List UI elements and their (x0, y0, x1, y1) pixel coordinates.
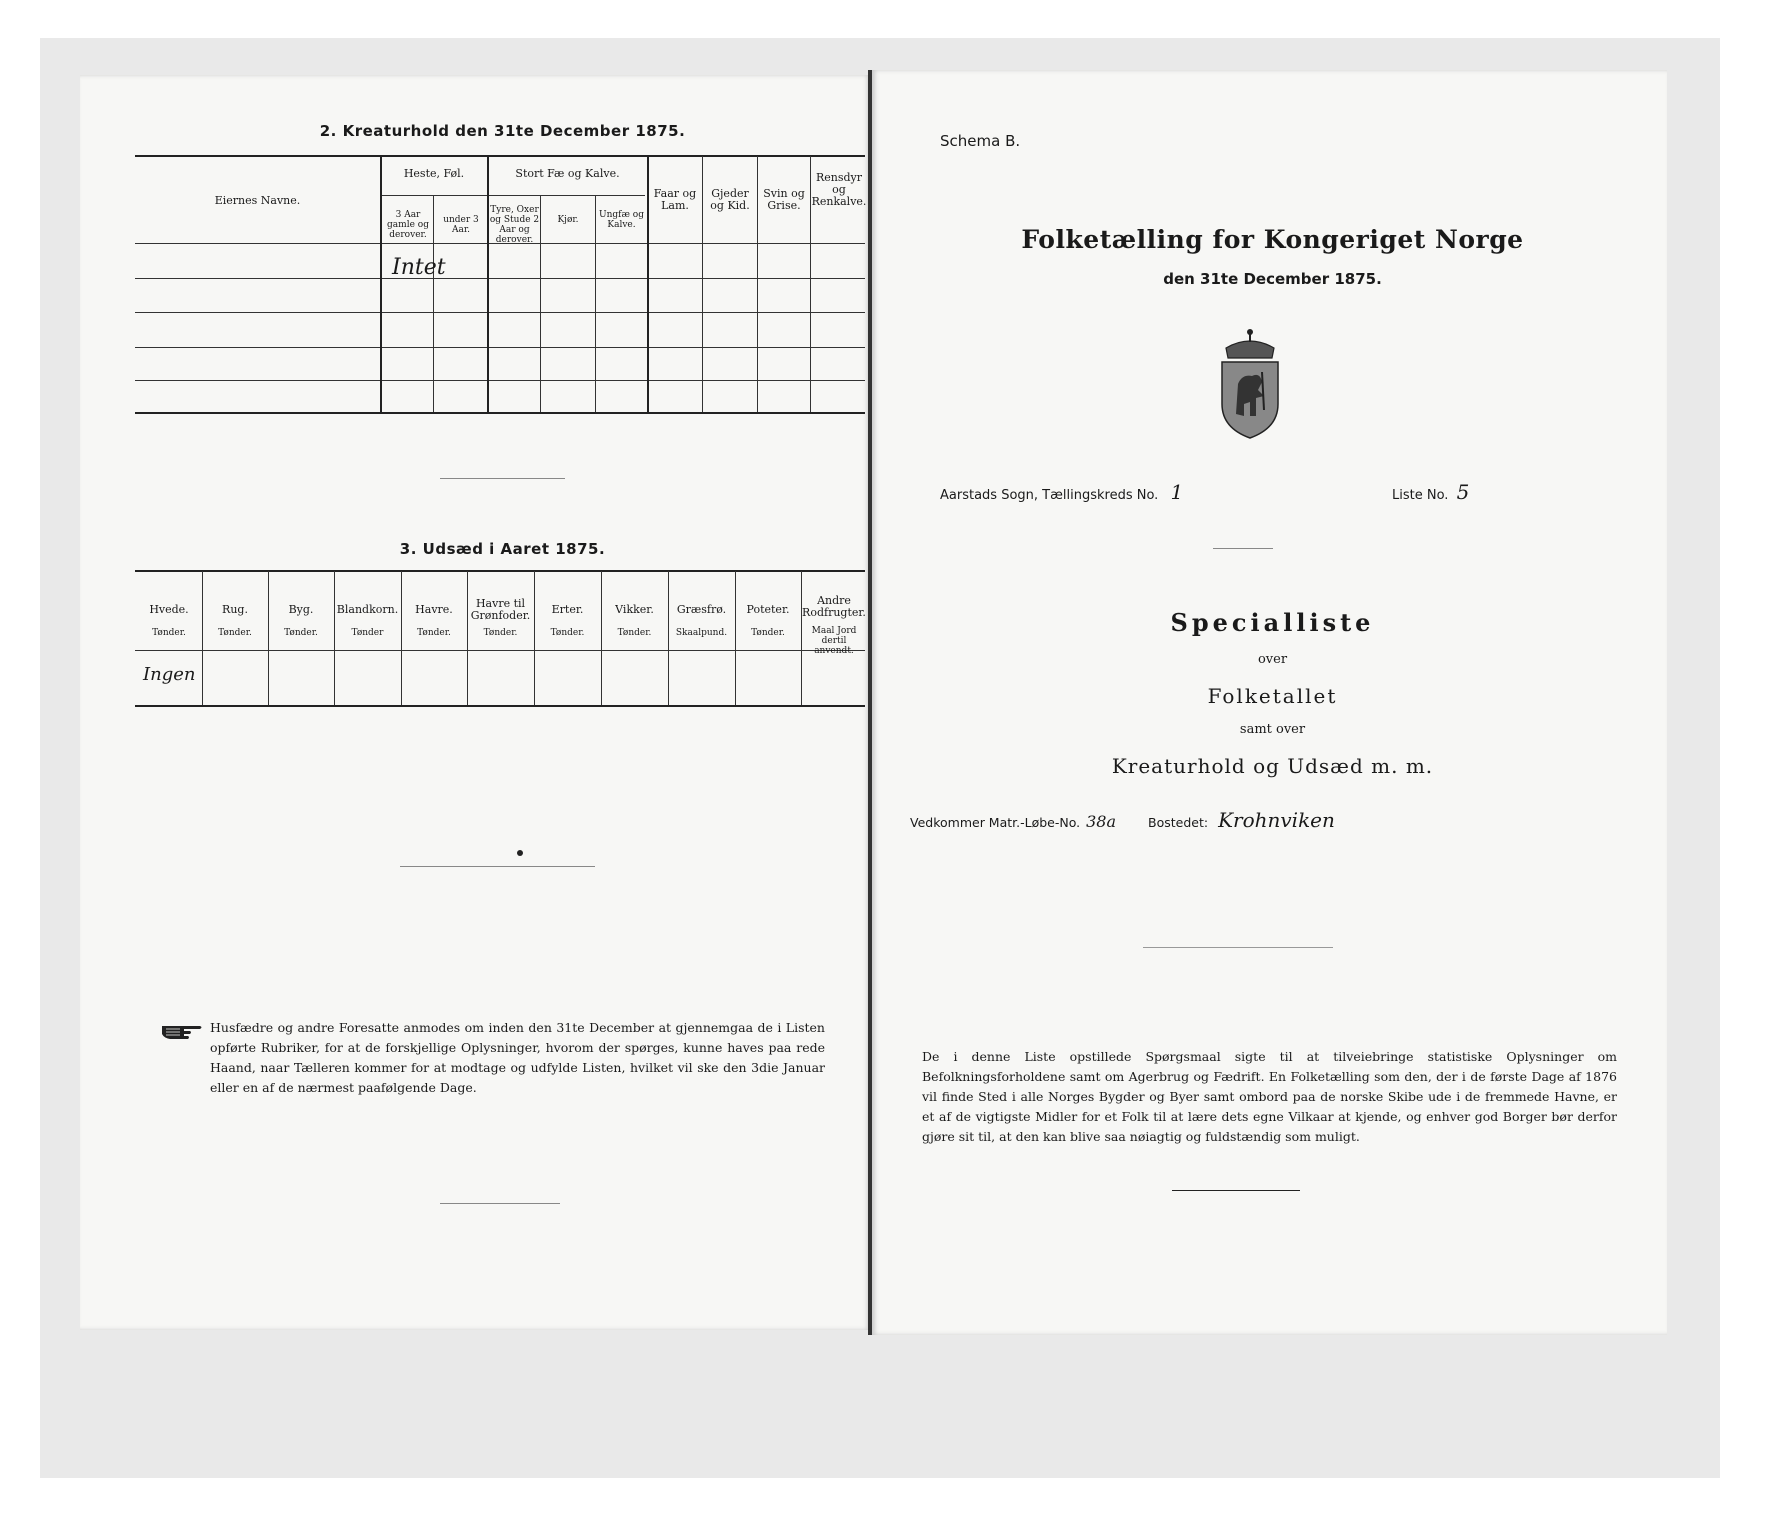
table3-col-5 (467, 571, 468, 705)
divider-4 (1213, 548, 1273, 549)
table2-row-rule-1 (135, 278, 865, 279)
header-reindeer: Rensdyr og Renkalve. (811, 171, 867, 208)
col-erter: Erter. (551, 603, 584, 616)
col-rug: Rug. (222, 603, 248, 616)
bosted-value: Krohnviken (1218, 808, 1335, 832)
col-hvede-unit: Tønder. (152, 628, 186, 638)
coat-of-arms-icon (1212, 324, 1288, 442)
col-poteter: Poteter. (746, 603, 790, 616)
matr-line (910, 808, 1335, 832)
table3-header-rule (135, 650, 865, 651)
col-erter-unit: Tønder. (550, 628, 585, 638)
table2-col-1 (380, 156, 382, 412)
col-hvede: Hvede. (149, 603, 189, 616)
table3-col-8 (668, 571, 669, 705)
table2-col-5 (595, 196, 596, 412)
folketallet-text: Folketallet (1207, 684, 1338, 708)
col-havre: Havre. (415, 603, 453, 616)
header-cattle-bulls: Tyre, Oxer og Stude 2 Aar og derover. (489, 205, 540, 245)
col-byg-unit: Tønder. (284, 628, 318, 638)
pointing-hand-icon (160, 1020, 204, 1042)
table3-bottom-rule (135, 705, 865, 707)
divider-1 (440, 478, 565, 479)
table2-subheader-rule (380, 195, 645, 196)
table3-col-7 (601, 571, 602, 705)
liste-label: Liste No. (1392, 488, 1449, 503)
handwritten-ingen: Ingen (143, 664, 196, 685)
header-cattle-cows: Kjør. (557, 215, 579, 225)
section3-title: 3. Udsæd i Aaret 1875. (399, 540, 606, 558)
census-explanation: De i denne Liste opstillede Spørgsmaal sigte til at tilveiebringe statistiske Oplysninger om Befolkningsforholdene samt om Agerbrug og Fædrift. En Folketælling som den, der i de første Dage af 1876 vil finde Sted i alle Norges Bygder og Byer samt ombord paa de norske Skibe ude i de fremmede Havne, er et af de vigtigste Midler for et Folk til at lære dets egne Vilkaar at kjende, og enhver god Borger bør derfor gjøre sit til, at den kan blive saa nøiagtig og fuldstændig som muligt. (922, 1049, 1617, 1144)
col-rug-unit: Tønder. (218, 628, 252, 638)
col-andre-rodfrugter-unit: Maal Jord dertil anvendt. (811, 626, 857, 656)
col-andre-rodfrugter: Andre Rodfrugter. (802, 594, 866, 619)
matr-value: 38a (1086, 812, 1117, 831)
table2-row-rule-3 (135, 347, 865, 348)
header-owner: Eiernes Navne. (214, 194, 301, 207)
kreaturhold-text: Kreaturhold og Udsæd m. m. (1111, 754, 1434, 778)
table3-col-2 (268, 571, 269, 705)
section2-title: 2. Kreaturhold den 31te December 1875. (319, 122, 686, 140)
handwritten-intet: Intet (392, 255, 446, 280)
liste-line (1392, 480, 1469, 504)
col-byg: Byg. (288, 603, 314, 616)
table3-top-rule (135, 570, 865, 572)
col-havre-gronfoder-unit: Tønder. (483, 628, 518, 638)
header-horses: Heste, Føl. (403, 167, 465, 180)
bosted-label: Bostedet: (1148, 815, 1209, 830)
divider-6 (1172, 1190, 1300, 1191)
table2-col-8 (757, 156, 758, 412)
table2-col-7 (702, 156, 703, 412)
table2-col-3 (487, 156, 489, 412)
header-cattle: Stort Fæ og Kalve. (515, 167, 620, 180)
sogn-label: Aarstads Sogn, (940, 488, 1039, 503)
col-vikker: Vikker. (615, 603, 654, 616)
col-graesfro-unit: Skaalpund. (675, 628, 728, 638)
table3-col-6 (534, 571, 535, 705)
header-pigs: Svin og Grise. (763, 187, 805, 212)
divider-3 (440, 1203, 560, 1204)
col-poteter-unit: Tønder. (751, 628, 785, 638)
table2-col-4 (540, 196, 541, 412)
col-blandkorn-unit: Tønder (351, 628, 384, 638)
divider-2 (400, 866, 595, 867)
left-page (80, 75, 870, 1330)
specialliste-title: Specialliste (1170, 608, 1375, 637)
liste-value: 5 (1456, 480, 1470, 504)
divider-5 (1143, 947, 1333, 948)
col-havre-gronfoder: Havre til Grønfoder. (470, 597, 531, 622)
samt-over-text: samt over (1239, 722, 1306, 737)
col-havre-unit: Tønder. (417, 628, 451, 638)
instruction-note: Husfædre og andre Foresatte anmodes om inden den 31te December at gjennemgaa de i Listen opførte Rubriker, for at de forskjellige Oplysninger, hvorom der spørges, kunne haves paa rede Haand, naar Tælleren kommer for at modtage og udfylde Listen, hvilket vil ske den 3die Januar eller en af de nærmest paafølgende Dage. (210, 1020, 825, 1095)
header-cattle-young: Ungfæ og Kalve. (599, 210, 644, 230)
table3-col-4 (401, 571, 402, 705)
header-horses-young: under 3 Aar. (443, 215, 479, 235)
kreds-label: Tællingskreds No. (1042, 488, 1159, 503)
kreds-value: 1 (1170, 480, 1184, 504)
census-title: Folketælling for Kongeriget Norge (1021, 225, 1524, 254)
table2-row-rule-4 (135, 380, 865, 381)
header-horses-old: 3 Aar gamle og derover. (387, 210, 429, 240)
header-goats: Gjeder og Kid. (710, 187, 750, 212)
col-graesfro: Græsfrø. (676, 603, 727, 616)
header-sheep: Faar og Lam. (653, 187, 697, 212)
col-vikker-unit: Tønder. (617, 628, 652, 638)
table2-row-rule-2 (135, 312, 865, 313)
table3-col-9 (735, 571, 736, 705)
table3-col-3 (334, 571, 335, 705)
table2-bottom-rule (135, 412, 865, 414)
schema-label: Schema B. (940, 132, 1021, 150)
matr-label: Vedkommer Matr.-Løbe-No. (910, 815, 1081, 830)
table3-col-1 (202, 571, 203, 705)
over-text-1: over (1257, 652, 1288, 667)
census-date: den 31te December 1875. (1163, 270, 1382, 288)
location-line (940, 480, 1183, 504)
ink-dot (517, 850, 523, 856)
table2-col-2 (433, 196, 434, 412)
table2-top-rule (135, 155, 865, 157)
col-blandkorn: Blandkorn. (336, 603, 399, 616)
